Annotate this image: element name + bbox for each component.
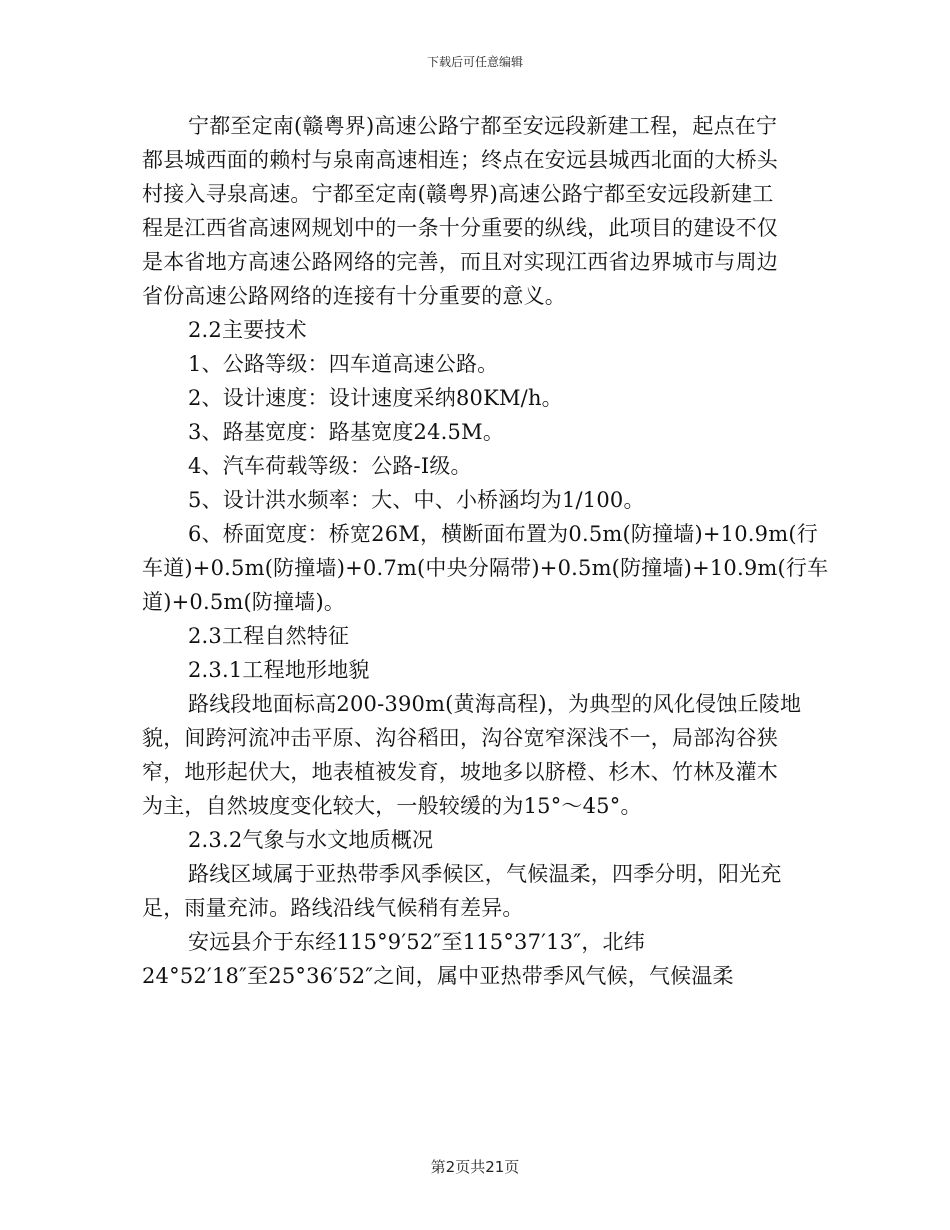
list-item: 1、公路等级：四车道高速公路。 bbox=[188, 352, 499, 376]
paragraph-line: 是本省地方高速公路网络的完善，而且对实现江西省边界城市与周边 bbox=[142, 250, 778, 274]
paragraph-line: 车道)+0.5m(防撞墙)+0.7m(中央分隔带)+0.5m(防撞墙)+10.9m(行车 bbox=[142, 556, 829, 580]
paragraph-line: 省份高速公路网络的连接有十分重要的意义。 bbox=[142, 284, 566, 308]
paragraph-line: 足，雨量充沛。路线沿线气候稍有差异。 bbox=[142, 896, 524, 920]
document-body bbox=[142, 109, 829, 993]
paragraph-line: 道)+0.5m(防撞墙)。 bbox=[142, 590, 346, 614]
list-item: 2、设计速度：设计速度采纳80KM/h。 bbox=[188, 386, 563, 410]
paragraph-line: 24°52′18″至25°36′52″之间，属中亚热带季风气候，气候温柔 bbox=[142, 964, 734, 988]
paragraph-line: 路线区域属于亚热带季风季候区，气候温柔，四季分明，阳光充 bbox=[188, 862, 782, 886]
paragraph-line: 路线段地面标高200-390m(黄海高程)，为典型的风化侵蚀丘陵地 bbox=[188, 692, 802, 716]
paragraph-line: 窄，地形起伏大，地表植被发育，坡地多以脐橙、杉木、竹林及灌木 bbox=[142, 760, 778, 784]
paragraph-line: 程是江西省高速网规划中的一条十分重要的纵线，此项目的建设不仅 bbox=[142, 216, 778, 240]
list-item: 3、路基宽度：路基宽度24.5M。 bbox=[188, 420, 505, 444]
list-item: 4、汽车荷载等级：公路-Ⅰ级。 bbox=[188, 454, 472, 478]
paragraph-line: 都县城西面的赖村与泉南高速相连；终点在安远县城西北面的大桥头 bbox=[142, 148, 778, 172]
paragraph-line: 宁都至定南(赣粤界)高速公路宁都至安远段新建工程，起点在宁 bbox=[188, 114, 778, 138]
paragraph-line: 为主，自然坡度变化较大，一般较缓的为15°～45°。 bbox=[142, 794, 642, 818]
subsection-heading: 2.3.1工程地形地貌 bbox=[188, 658, 370, 682]
section-heading: 2.2主要技术 bbox=[188, 318, 307, 342]
section-heading: 2.3工程自然特征 bbox=[188, 624, 350, 648]
page-number: 第2页共21页 bbox=[430, 1158, 520, 1176]
paragraph-line: 安远县介于东经115°9′52″至115°37′13″，北纬 bbox=[188, 930, 645, 954]
subsection-heading: 2.3.2气象与水文地质概况 bbox=[188, 828, 434, 852]
list-item: 6、桥面宽度：桥宽26M，横断面布置为0.5m(防撞墙)+10.9m(行 bbox=[188, 522, 818, 546]
list-item: 5、设计洪水频率：大、中、小桥涵均为1/100。 bbox=[188, 488, 645, 512]
paragraph-line: 貌，间跨河流冲击平原、沟谷稻田，沟谷宽窄深浅不一，局部沟谷狭 bbox=[142, 726, 778, 750]
paragraph-line: 村接入寻泉高速。宁都至定南(赣粤界)高速公路宁都至安远段新建工 bbox=[142, 182, 774, 206]
header-note: 下载后可任意编辑 bbox=[426, 55, 523, 69]
